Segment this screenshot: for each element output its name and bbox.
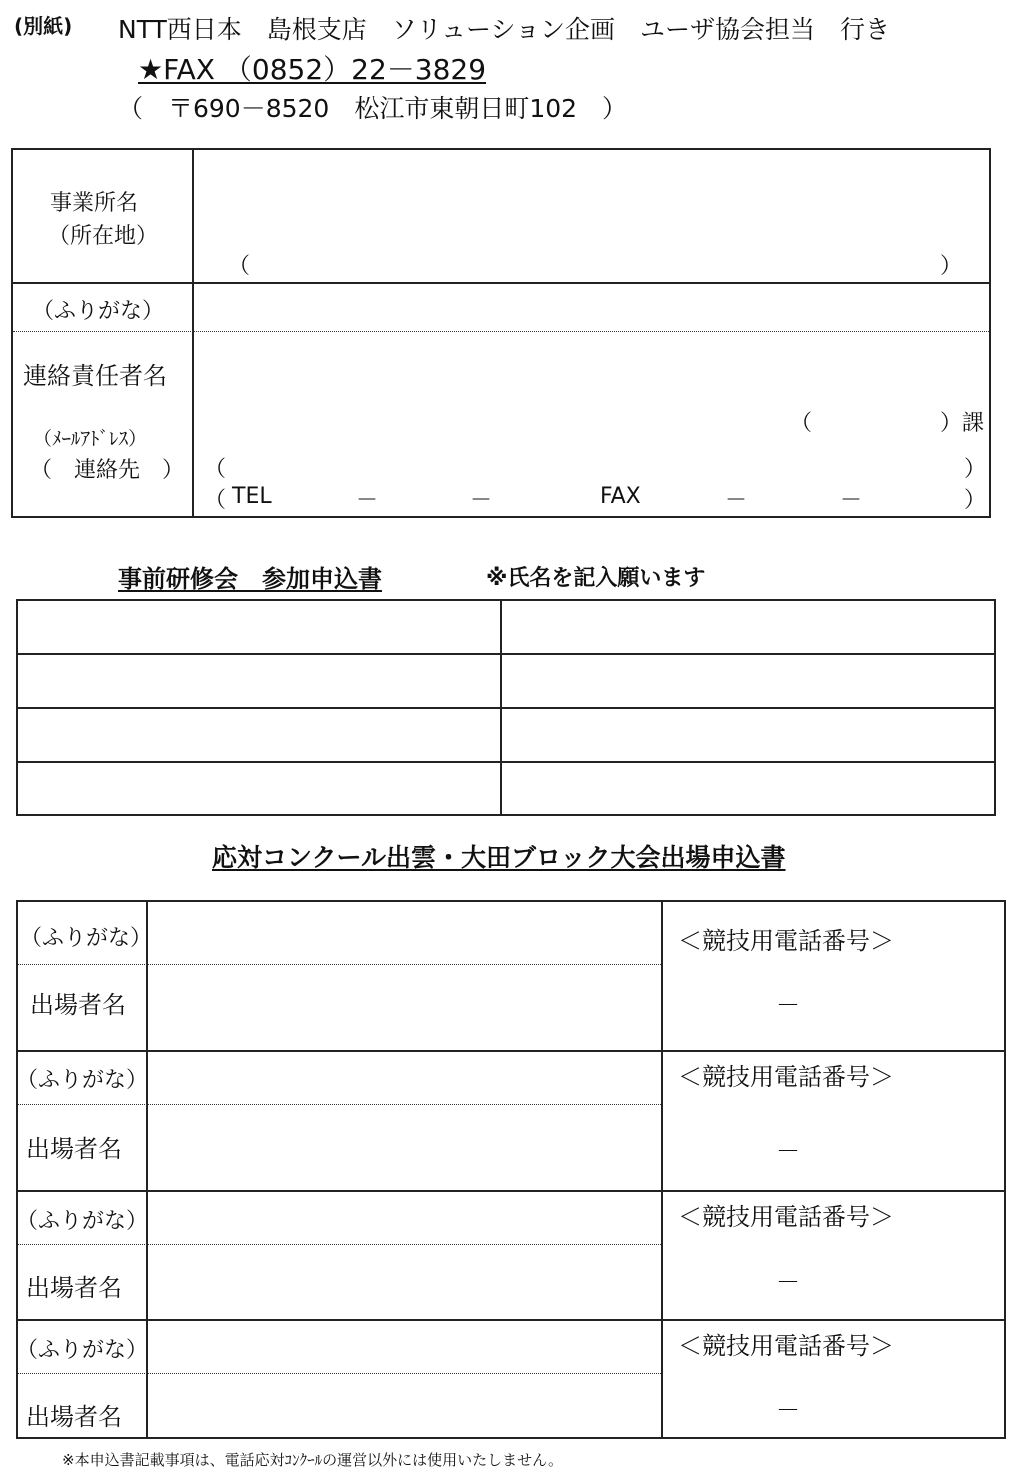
contact-info-label: （ 連絡先 ） — [30, 458, 185, 483]
entrant-furigana-field[interactable] — [154, 1058, 654, 1100]
tel-paren-open: （ — [204, 488, 227, 513]
training-name-field[interactable] — [506, 659, 990, 703]
training-name-field[interactable] — [506, 605, 990, 649]
company-name-label: 事業所名 — [50, 191, 139, 216]
training-name-field[interactable] — [22, 605, 494, 649]
contest-phone-field[interactable] — [672, 968, 996, 1042]
tel-dash-2: － — [470, 488, 493, 513]
email-label: （ﾒｰﾙｱﾄﾞﾚｽ） — [33, 428, 148, 450]
entrant-name-field[interactable] — [154, 1252, 654, 1314]
fax-field[interactable] — [660, 481, 950, 511]
entrant-furigana-field[interactable] — [154, 910, 654, 958]
entrant-furigana-label: （ふりがな） — [16, 1209, 149, 1234]
tel-field[interactable] — [290, 481, 580, 511]
training-name-field[interactable] — [506, 713, 990, 757]
location-paren-open: （ — [228, 254, 251, 279]
postal-address: （ 〒690－8520 松江市東朝日町102 ） — [118, 94, 628, 123]
training-name-field[interactable] — [22, 767, 494, 811]
contest-phone-dash: － — [776, 991, 800, 1019]
email-field[interactable] — [224, 450, 954, 478]
contest-phone-label: ＜競技用電話番号＞ — [678, 1203, 894, 1231]
contest-phone-label: ＜競技用電話番号＞ — [678, 1332, 894, 1360]
tel-label: TEL — [232, 484, 272, 509]
entrant-furigana-field[interactable] — [154, 1198, 654, 1240]
footer-notice: ※本申込書記載事項は、電話応対ｺﾝｸｰﾙの運営以外には使用いたしません。 — [62, 1451, 563, 1469]
tel-paren-close: ） — [964, 488, 987, 513]
training-title: 事前研修会 参加申込書 — [118, 565, 382, 593]
contest-phone-dash: － — [776, 1268, 800, 1296]
entrant-name-label: 出場者名 — [26, 1403, 122, 1431]
contest-phone-field[interactable] — [672, 1368, 996, 1434]
training-name-field[interactable] — [22, 713, 494, 757]
section-paren-open: （ — [790, 411, 813, 436]
fax-label: FAX — [600, 484, 641, 509]
entrant-furigana-label: （ふりがな） — [16, 1068, 149, 1093]
contest-phone-field[interactable] — [672, 1240, 996, 1314]
contest-title: 応対コンクール出雲・大田ブロック大会出場申込書 — [212, 843, 786, 872]
contest-phone-dash: － — [776, 1396, 800, 1424]
location-field[interactable] — [262, 248, 922, 276]
location-paren-close: ） — [940, 254, 963, 279]
entrant-furigana-label: （ふりがな） — [16, 1338, 149, 1363]
fax-number: ★FAX （0852）22－3829 — [138, 53, 487, 86]
entrant-name-label: 出場者名 — [30, 991, 126, 1019]
email-paren-close: ） — [964, 457, 987, 482]
contest-phone-field[interactable] — [672, 1104, 996, 1184]
tel-dash-1: － — [356, 488, 379, 513]
company-name-field[interactable] — [202, 196, 982, 240]
entrant-furigana-field[interactable] — [154, 1327, 654, 1369]
entrant-name-field[interactable] — [154, 1381, 654, 1433]
entrant-name-field[interactable] — [154, 972, 654, 1042]
location-label: （所在地） — [48, 224, 159, 249]
contact-person-label: 連絡責任者名 — [23, 362, 167, 390]
contest-phone-label: ＜競技用電話番号＞ — [678, 927, 894, 955]
training-name-field[interactable] — [506, 767, 990, 811]
entrant-name-label: 出場者名 — [26, 1135, 122, 1163]
entrant-name-field[interactable] — [154, 1112, 654, 1184]
training-note: ※氏名を記入願います — [486, 566, 706, 591]
section-field[interactable] — [814, 402, 934, 432]
company-furigana-label: （ふりがな） — [32, 299, 165, 324]
recipient-line: NTT西日本 島根支店 ソリューション企画 ユーザ協会担当 行き — [118, 15, 891, 44]
entrant-name-label: 出場者名 — [26, 1274, 122, 1302]
email-paren-open: （ — [204, 457, 227, 482]
fax-dash-1: － — [725, 488, 748, 513]
contact-person-field[interactable] — [200, 350, 780, 390]
training-name-field[interactable] — [22, 659, 494, 703]
fax-dash-2: － — [840, 488, 863, 513]
attachment-label: (別紙) — [14, 14, 73, 38]
contest-phone-label: ＜競技用電話番号＞ — [678, 1063, 894, 1091]
entrant-furigana-label: （ふりがな） — [20, 926, 153, 951]
section-suffix: ）課 — [940, 411, 985, 436]
company-furigana-field[interactable] — [200, 288, 984, 326]
contest-phone-dash: － — [776, 1137, 800, 1165]
